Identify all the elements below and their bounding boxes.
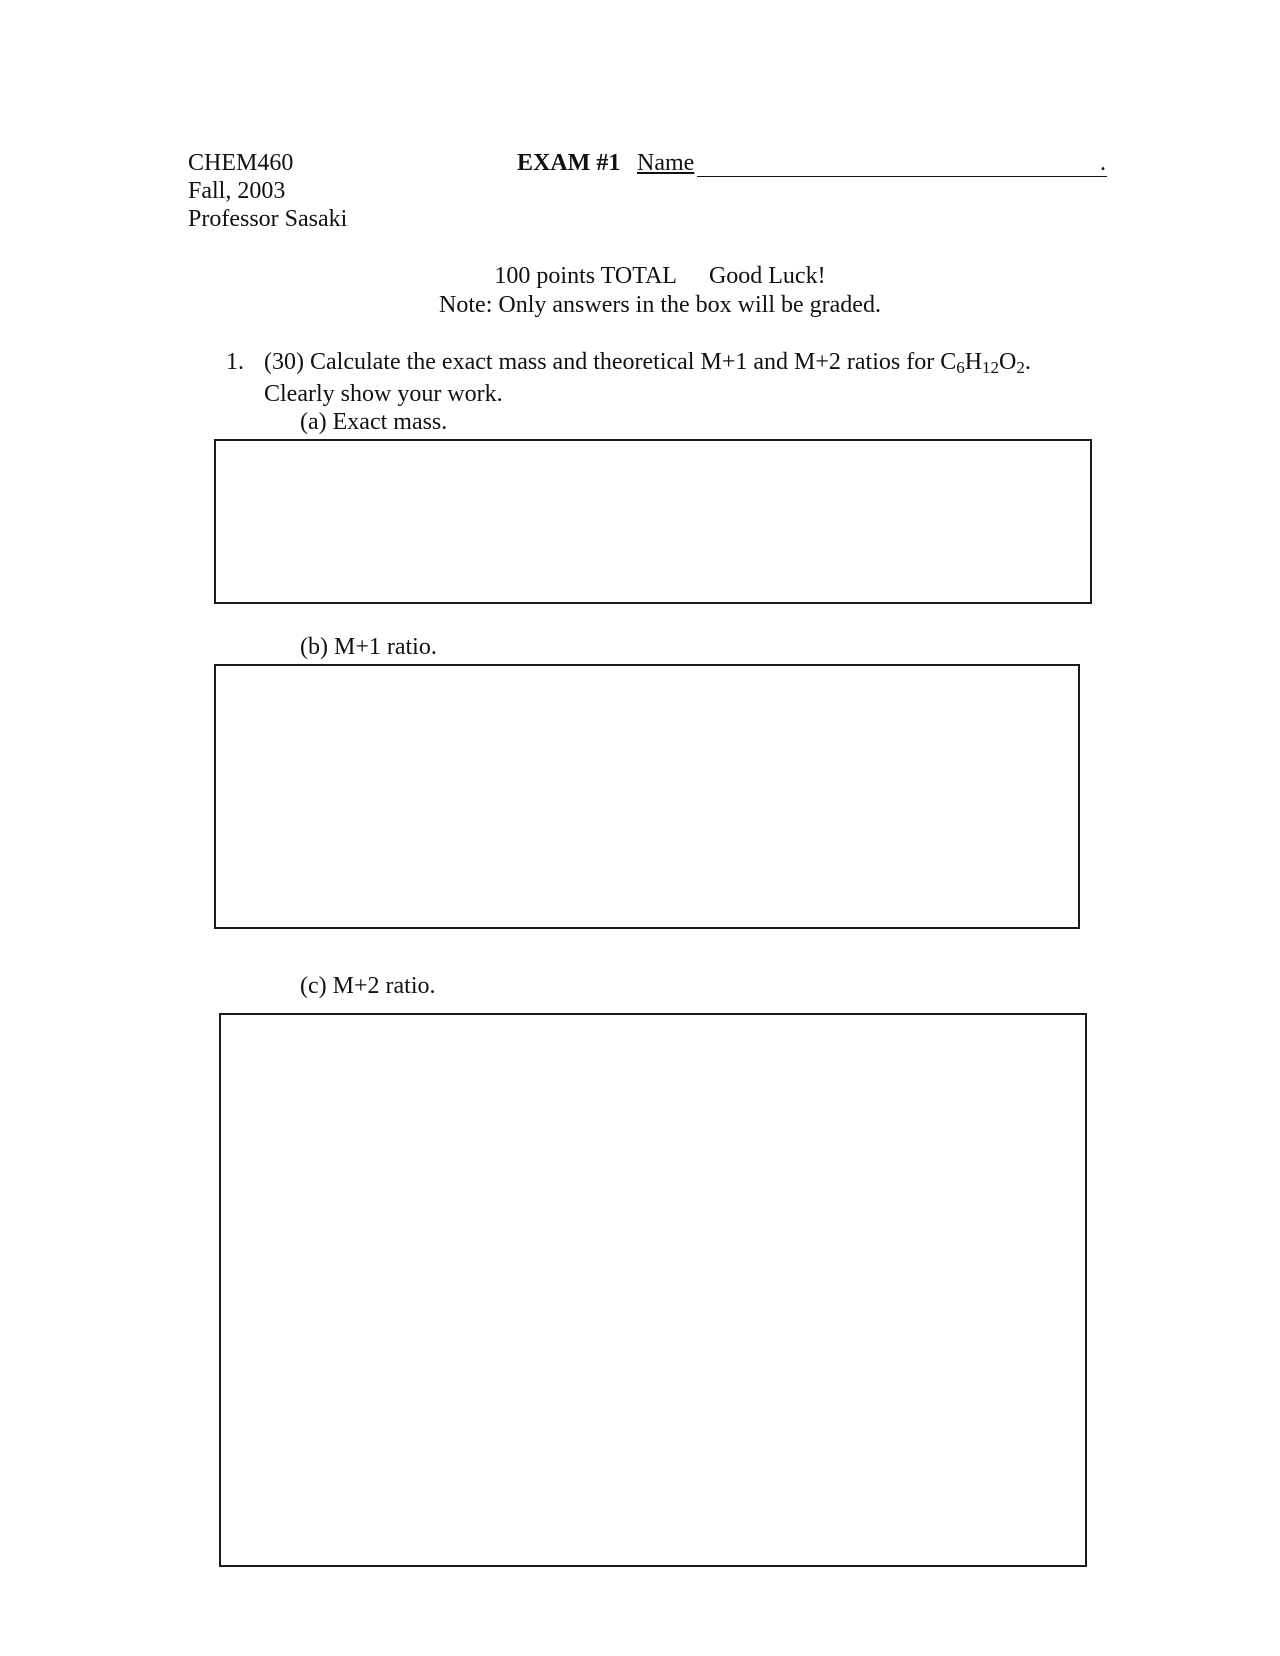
course-professor: Professor Sasaki (188, 206, 348, 232)
part-b-label: (b) M+1 ratio. (300, 634, 437, 660)
course-info (188, 150, 347, 234)
name-field-line[interactable] (697, 176, 1107, 177)
course-term: Fall, 2003 (188, 178, 286, 204)
question-number: 1. (226, 349, 244, 375)
part-c-label: (c) M+2 ratio. (300, 973, 436, 999)
answer-box-m1-ratio[interactable] (214, 664, 1080, 929)
chemical-formula: $C_6H_{12}O_2$ (940, 349, 1025, 377)
question-instruction: Clearly show your work. (264, 381, 503, 407)
exam-title: EXAM #1 (517, 150, 621, 176)
question-prompt: (30) Calculate the exact mass and theoretical M+1 and M+2 ratios for (264, 349, 941, 375)
name-label: Name (637, 150, 695, 176)
grading-note: Note: Only answers in the box will be graded. (439, 292, 881, 318)
name-period: . (1100, 150, 1106, 176)
answer-box-m2-ratio[interactable] (219, 1013, 1087, 1567)
good-luck: Good Luck! (708, 263, 826, 289)
course-code: CHEM460 (188, 150, 294, 176)
points-line (0, 263, 1280, 291)
answer-box-exact-mass[interactable] (214, 439, 1092, 604)
part-a-label: (a) Exact mass. (300, 409, 448, 435)
question-text: (30) Calculate the exact mass and theoretical M+1 and M+2 ratios for $C_6H_{12}O_2$. (264, 349, 1031, 377)
points-total: 100 points TOTAL (494, 263, 677, 289)
